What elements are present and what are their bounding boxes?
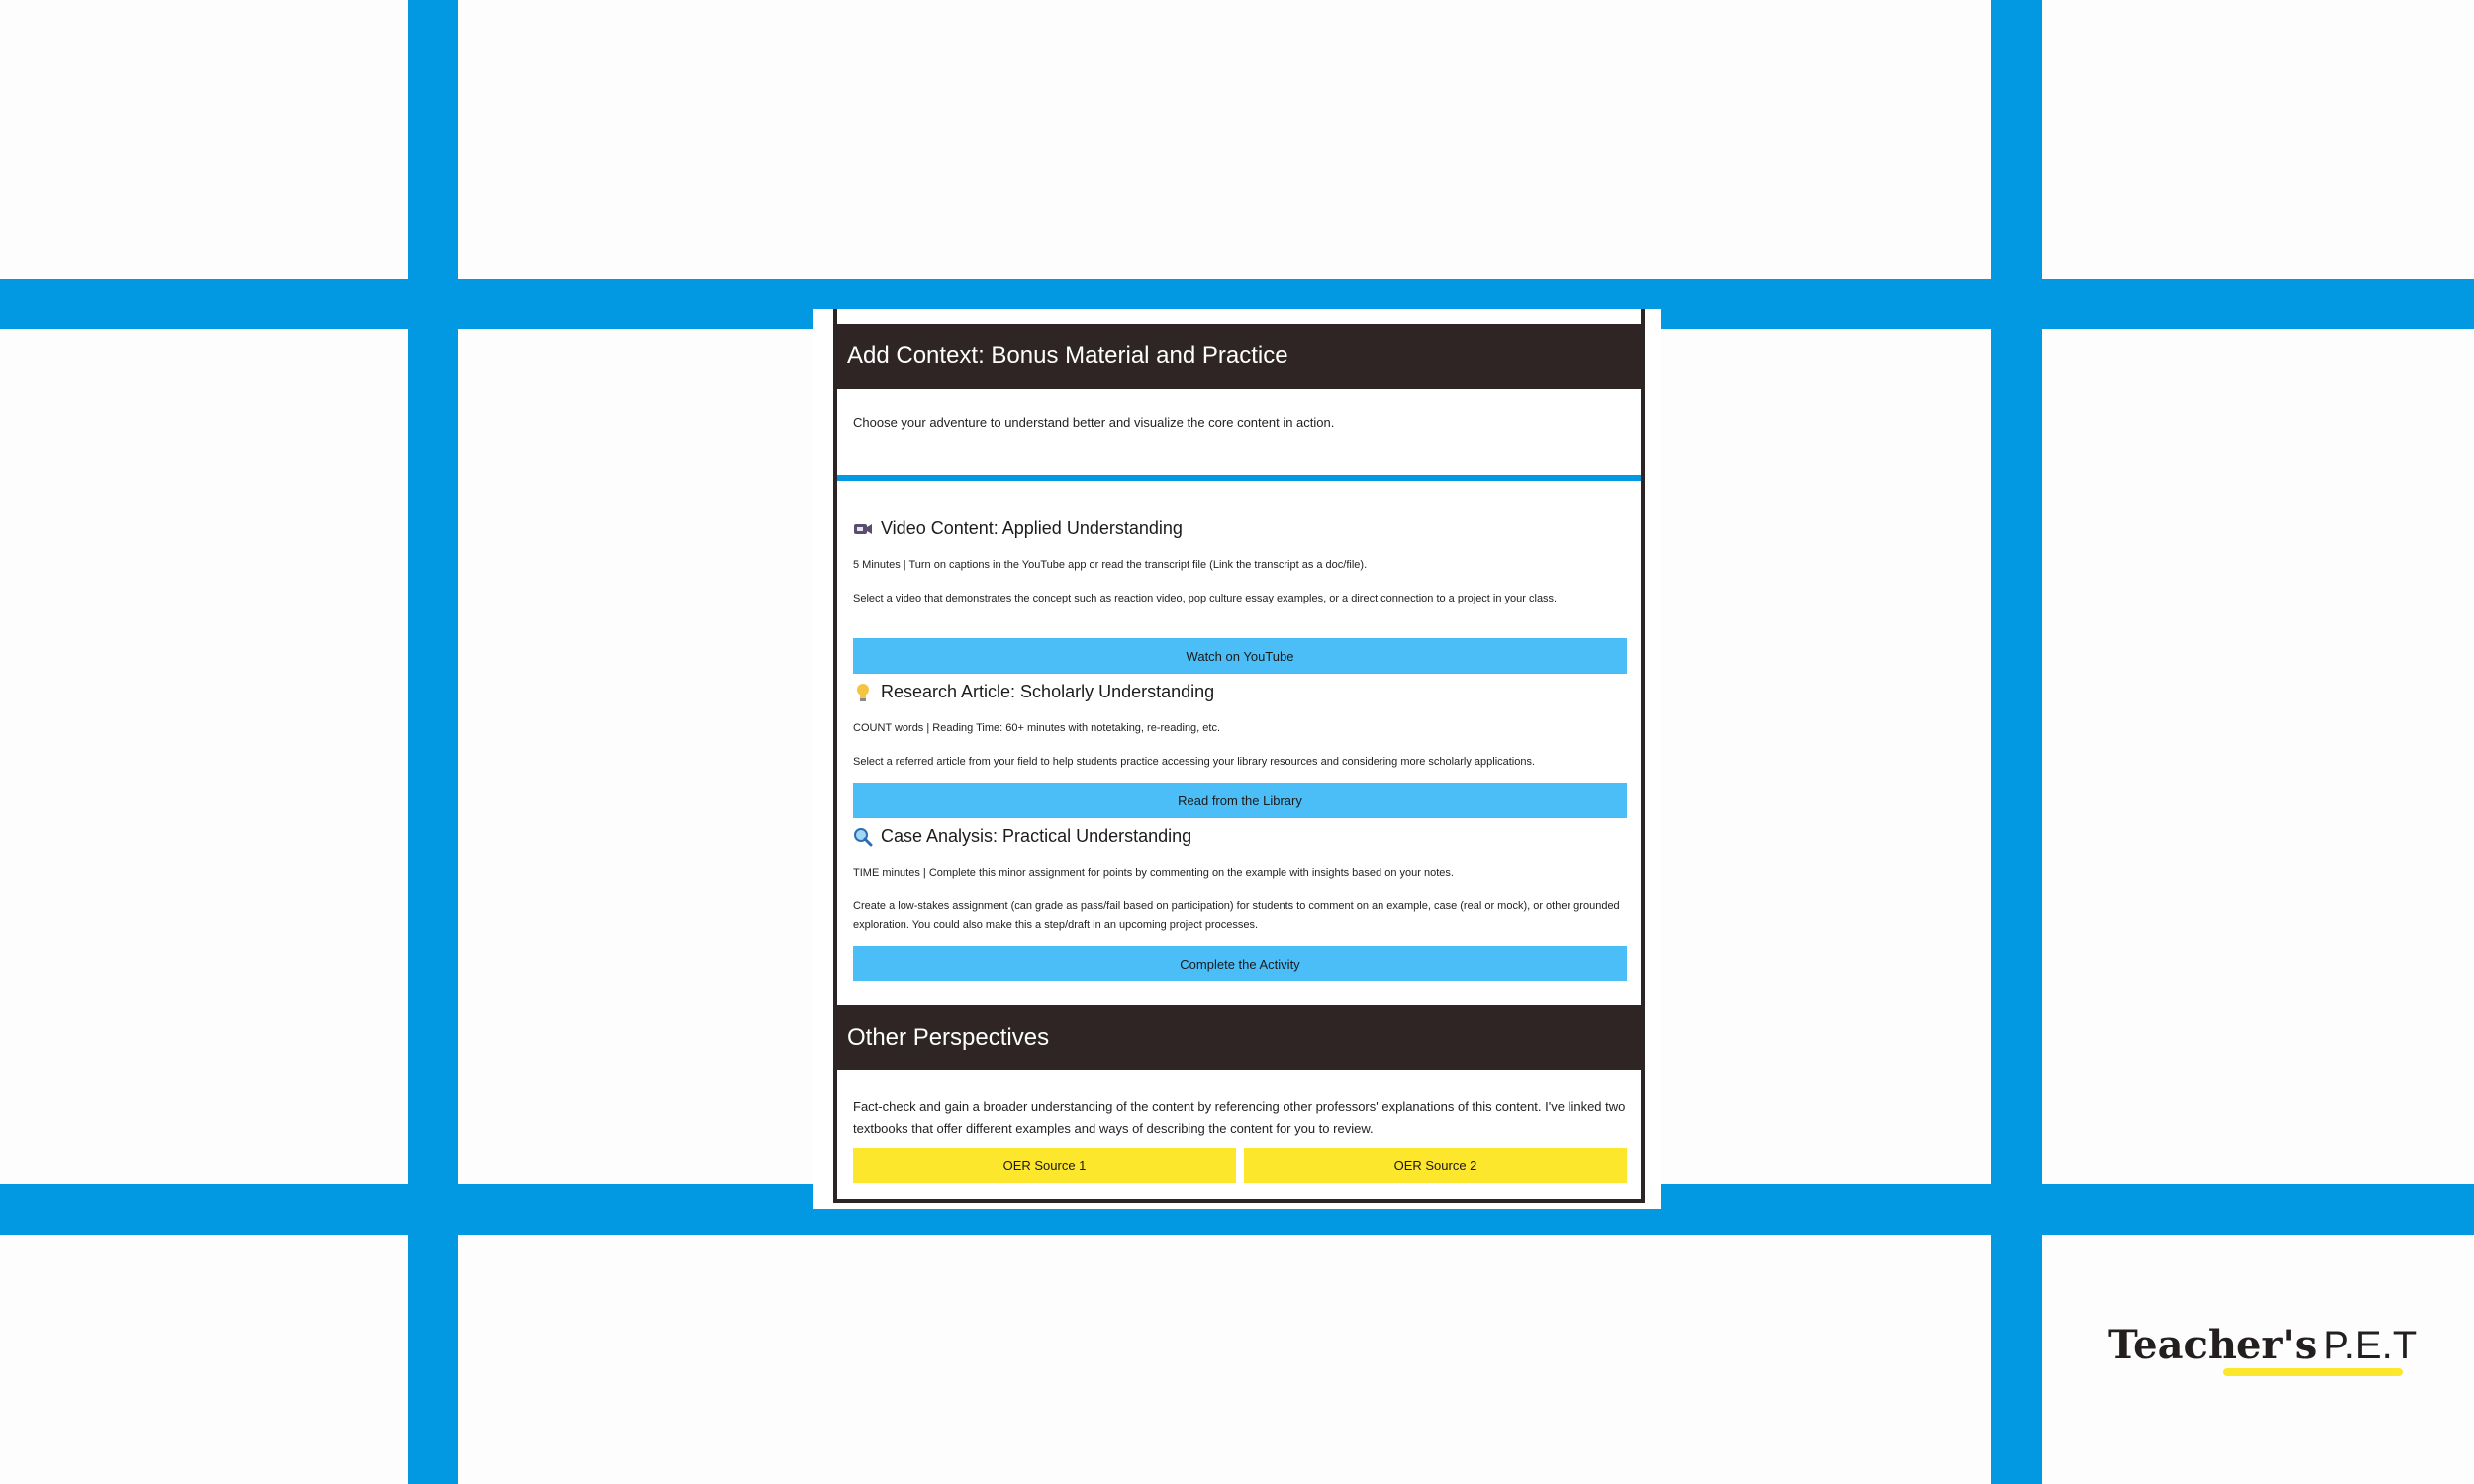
logo-underline: [2223, 1368, 2403, 1376]
logo-bold-text: Teacher's: [2108, 1322, 2318, 1368]
magnifying-glass-icon: [853, 827, 873, 847]
content-card: [813, 309, 1661, 1209]
lightbulb-icon: [853, 683, 873, 702]
oer-source-1-button[interactable]: OER Source 1: [853, 1148, 1236, 1183]
video-description: Select a video that demonstrates the concept such as reaction video, pop culture essay examples, or a direct connection to a project in your class.: [853, 593, 1558, 604]
other-perspectives-title: Other Perspectives: [847, 1024, 1050, 1051]
video-meta: 5 Minutes | Turn on captions in the YouTube app or read the transcript file (Link the transcript as a doc/file).: [853, 559, 1368, 571]
module-frame: [833, 309, 1645, 1203]
watch-on-youtube-button[interactable]: Watch on YouTube: [853, 638, 1627, 674]
logo-light-text: P.E.T: [2323, 1324, 2418, 1367]
other-perspectives-header: [837, 1005, 1641, 1070]
grid-line-vertical-right: [1991, 0, 2042, 1484]
other-perspectives-intro: Fact-check and gain a broader understanding of the content by referencing other professors' explanations of this content. I've linked two textbooks that offer different examples and ways of describing the content for you to review.: [853, 1099, 1626, 1136]
grid-line-vertical-left: [408, 0, 458, 1484]
add-context-title: Add Context: Bonus Material and Practice: [847, 342, 1288, 369]
case-analysis-title: Case Analysis: Practical Understanding: [853, 826, 1191, 847]
add-context-intro: Choose your adventure to understand better and visualize the core content in action.: [853, 416, 1335, 430]
case-meta: TIME minutes | Complete this minor assignment for points by commenting on the example with insights based on your notes.: [853, 867, 1454, 879]
read-from-library-button[interactable]: Read from the Library: [853, 783, 1627, 818]
research-meta: COUNT words | Reading Time: 60+ minutes with notetaking, re-reading, etc.: [853, 722, 1221, 734]
research-description: Select a referred article from your field to help students practice accessing your library resources and considering more scholarly applications.: [853, 756, 1536, 768]
video-camera-icon: [853, 519, 873, 539]
complete-activity-button[interactable]: Complete the Activity: [853, 946, 1627, 981]
add-context-header: [837, 324, 1641, 389]
section-divider: [837, 475, 1641, 481]
teachers-pet-logo: [2108, 1322, 2417, 1368]
case-description: Create a low-stakes assignment (can grade as pass/fail based on participation) for students to comment on an example, case (real or mock), or other grounded exploration. You could also make this a step/draft in an upcoming project processes.: [853, 900, 1620, 931]
research-article-title: Research Article: Scholarly Understanding: [853, 682, 1214, 702]
video-content-title: Video Content: Applied Understanding: [853, 518, 1183, 539]
oer-source-2-button[interactable]: OER Source 2: [1244, 1148, 1627, 1183]
